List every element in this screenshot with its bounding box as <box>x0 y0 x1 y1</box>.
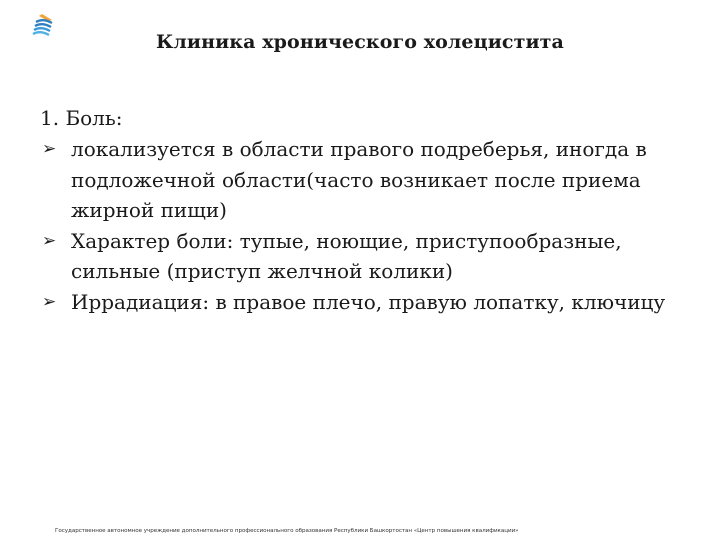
section-label: 1. Боль: <box>40 106 123 130</box>
arrow-bullet-icon: ➢ <box>42 291 57 312</box>
arrow-bullet-icon: ➢ <box>42 139 57 159</box>
slide-title: Клиника хронического холецистита <box>156 31 564 53</box>
bullet-text: Характер боли: тупые, ноющие, приступообразные, сильные (приступ желчной колики) <box>71 228 622 283</box>
bullet-item <box>40 226 700 287</box>
footer-text: Государственное автономное учреждение дополнительного профессионального образования Республики Башкортостан «Центр повышения квалификации» <box>55 528 519 534</box>
bullet-item <box>40 287 700 318</box>
bullet-list <box>40 134 700 317</box>
bullet-item <box>40 134 700 226</box>
arrow-bullet-icon: ➢ <box>42 230 57 251</box>
bullet-text: Иррадиация: в правое плечо, правую лопатку, ключицу <box>71 289 666 314</box>
bullet-text: локализуется в области правого подреберья, иногда в подложечной области(часто возникает после приема жирной пищи) <box>71 137 647 222</box>
